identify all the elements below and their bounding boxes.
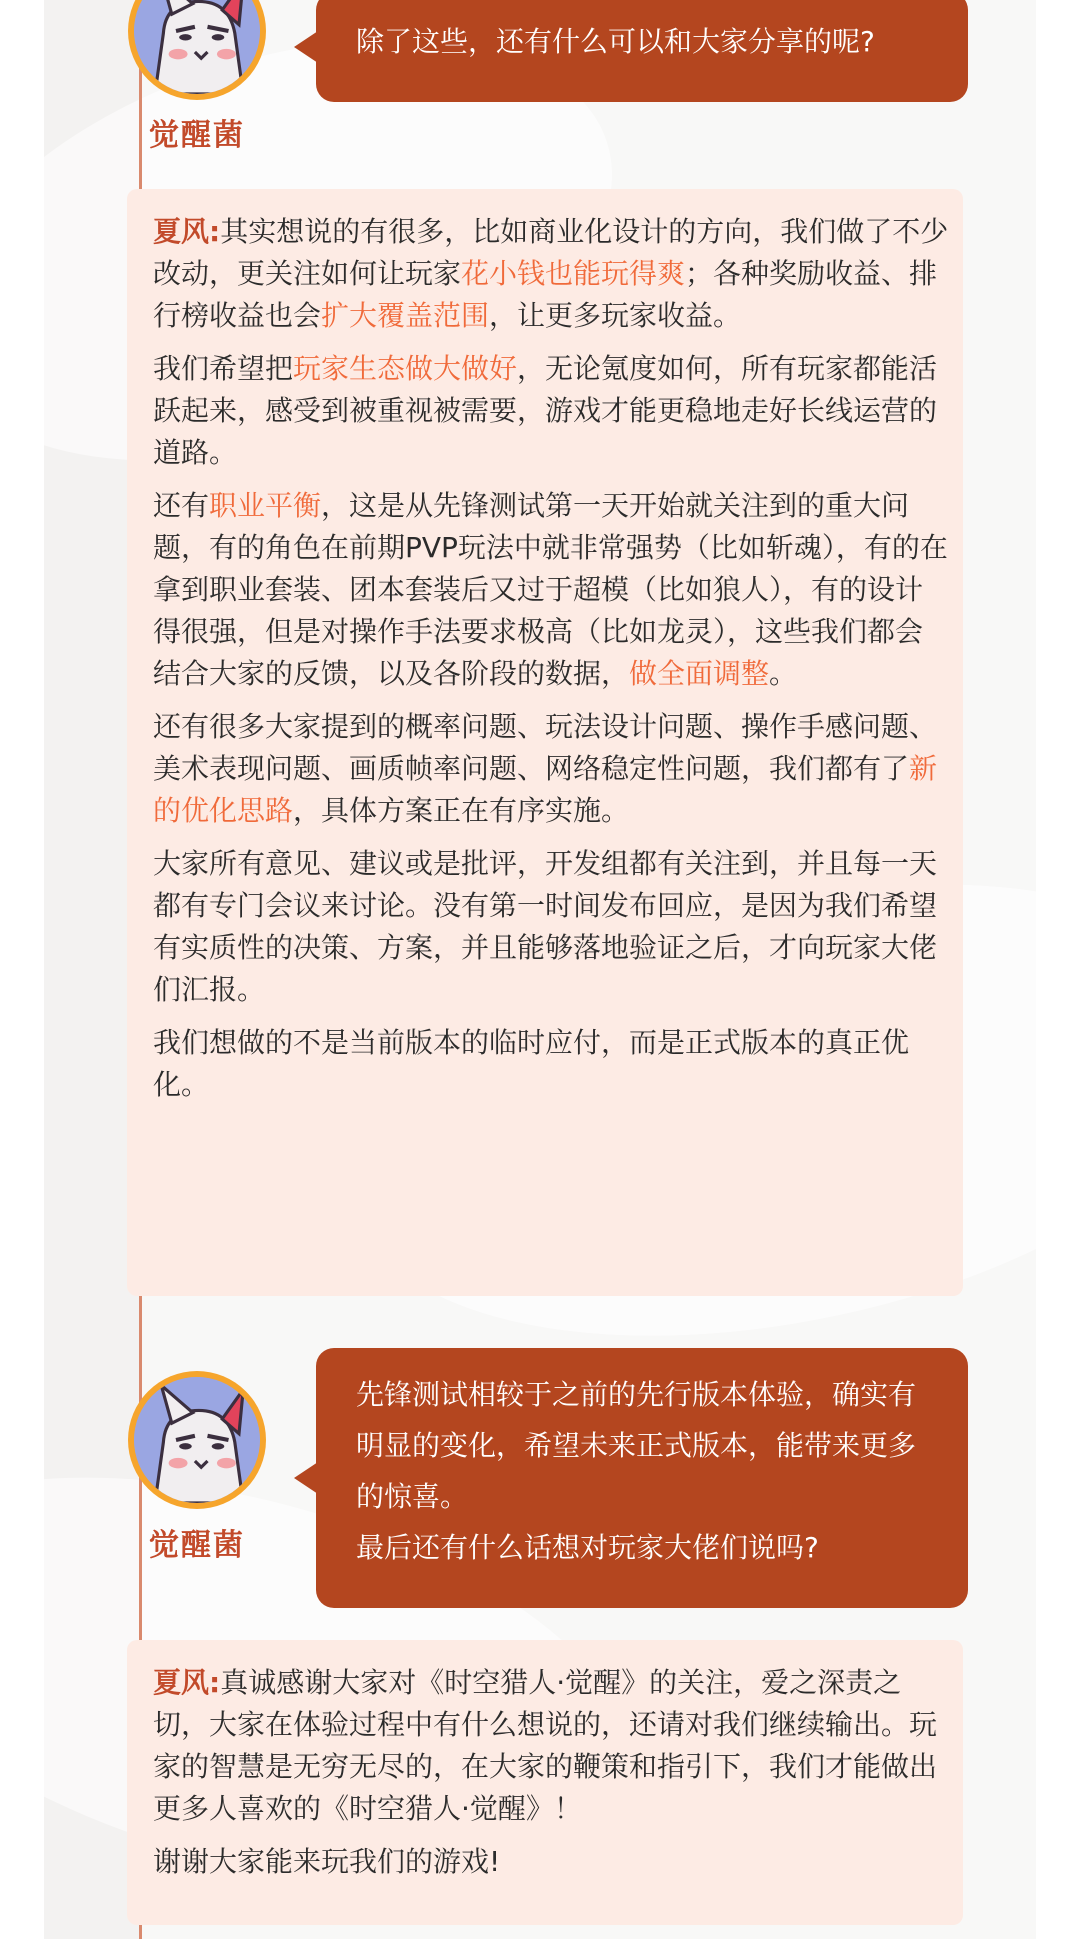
- host-name: 觉醒菌: [149, 1528, 245, 1563]
- answer-paragraph: [153, 211, 949, 337]
- answer-box: [127, 1640, 963, 1925]
- answer-text: ，这是从先锋测试第一天开始就关注到的重大问题，有的角色在前期PVP玩法中就非常强势（比如斩魂），有的在拿到职业套装、团本套装后又过于超模（比如狼人），有的设计得很强，但是对操作手法要求极高（比如龙灵），这些我们都会结合大家的反馈，以及各阶段的数据，: [153, 489, 948, 690]
- answer-text: ，让更多玩家收益。: [489, 299, 742, 332]
- question-text: 先锋测试相较于之前的先行版本体验，确实有明显的变化，希望未来正式版本，能带来更多的惊喜。: [356, 1378, 917, 1513]
- answer-text: ；各种奖励收益、排行榜收益也会: [153, 257, 938, 332]
- highlight-text: 新的优化思路: [153, 752, 938, 827]
- answer-text: 其实想说的有很多，比如商业化设计的方向，我们做了不少改动，更关注如何让玩家: [153, 215, 949, 290]
- highlight-text: 玩家生态做大做好: [293, 352, 518, 385]
- question-text: 最后还有什么话想对玩家大佬们说吗?: [356, 1531, 819, 1564]
- answer-text: 真诚感谢大家对《时空猎人·觉醒》的关注，爱之深责之切，大家在体验过程中有什么想说的，还请对我们继续输出。玩家的智慧是无穷无尽的，在大家的鞭策和指引下，我们才能做出更多人喜欢的《时空猎人·觉醒》！: [153, 1666, 938, 1825]
- answer-text: 我们希望把: [153, 352, 294, 385]
- speaker-label: 夏风:: [153, 215, 221, 248]
- answer-box: [127, 189, 963, 1296]
- answer-text: 。: [769, 657, 798, 690]
- answer-paragraph: [153, 1662, 949, 1830]
- answer-paragraph: 我们想做的不是当前版本的临时应付，而是正式版本的真正优化。: [153, 1026, 910, 1101]
- answer-paragraph: 谢谢大家能来玩我们的游戏!: [153, 1845, 501, 1878]
- answer-paragraph: [153, 348, 949, 474]
- answer-paragraph: [153, 706, 949, 832]
- speaker-label: 夏风:: [153, 1666, 221, 1699]
- answer-text: ，无论氪度如何，所有玩家都能活跃起来，感受到被重视被需要，游戏才能更稳地走好长线运营的道路。: [153, 352, 938, 469]
- highlight-text: 做全面调整: [629, 657, 770, 690]
- question-text: 除了这些，还有什么可以和大家分享的呢?: [356, 25, 875, 58]
- answer-text: ，具体方案正在有序实施。: [293, 794, 630, 827]
- answer-text: 还有: [153, 489, 210, 522]
- question-bubble: [316, 0, 968, 102]
- answer-paragraph: [153, 485, 949, 695]
- wolf-mascot-icon: [134, 1377, 260, 1503]
- host-name: 觉醒菌: [149, 118, 245, 153]
- host-avatar: [128, 1371, 266, 1509]
- answer-text: 还有很多大家提到的概率问题、玩法设计问题、操作手感问题、美术表现问题、画质帧率问题、网络稳定性问题，我们都有了: [153, 710, 938, 785]
- wolf-mascot-icon: [134, 0, 260, 94]
- highlight-text: 花小钱也能玩得爽: [461, 257, 686, 290]
- highlight-text: 扩大覆盖范围: [321, 299, 490, 332]
- answer-paragraph: 大家所有意见、建议或是批评，开发组都有关注到，并且每一天都有专门会议来讨论。没有第一时间发布回应，是因为我们希望有实质性的决策、方案，并且能够落地验证之后，才向玩家大佬们汇报。: [153, 847, 938, 1006]
- question-bubble: [316, 1348, 968, 1608]
- highlight-text: 职业平衡: [209, 489, 322, 522]
